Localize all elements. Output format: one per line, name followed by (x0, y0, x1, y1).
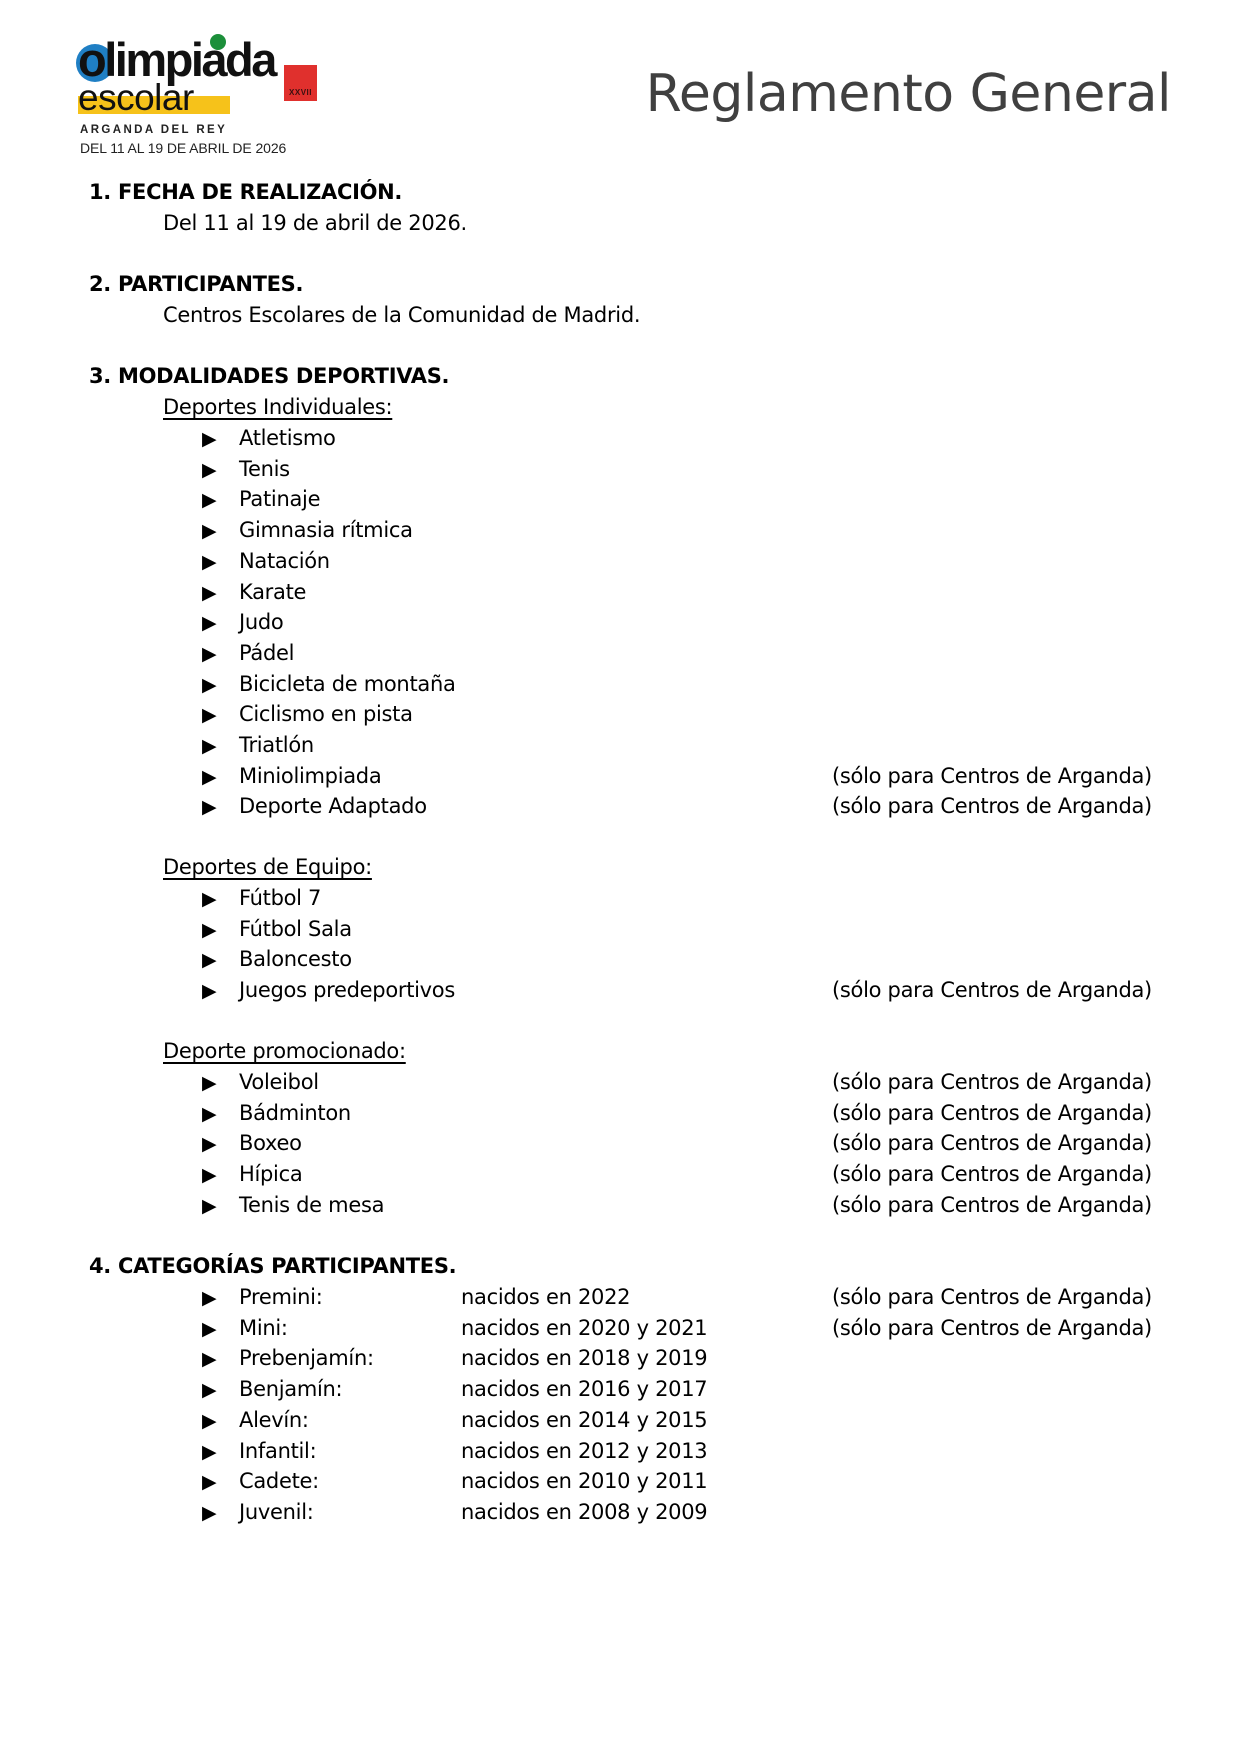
bullet-arrow-icon: ▶ (202, 949, 217, 971)
subheading-deportes-individuales: Deportes Individuales: (163, 395, 393, 419)
list-item-label: Juegos predeportivos (239, 978, 455, 1002)
list-item-note: (sólo para Centros de Arganda) (832, 764, 1152, 788)
list-item-label: Mini: (239, 1316, 288, 1340)
section-text-fecha: Del 11 al 19 de abril de 2026. (163, 211, 467, 235)
bullet-arrow-icon: ▶ (202, 643, 217, 665)
list-item-label: Atletismo (239, 426, 336, 450)
logo-dates: DEL 11 AL 19 DE ABRIL DE 2026 (80, 140, 287, 156)
list-item-label: Bicicleta de montaña (239, 672, 456, 696)
section-text-participantes: Centros Escolares de la Comunidad de Madrid. (163, 303, 641, 327)
bullet-arrow-icon: ▶ (202, 1287, 217, 1309)
list-item-label: Infantil: (239, 1439, 317, 1463)
list-item-note: (sólo para Centros de Arganda) (832, 1193, 1152, 1217)
list-item-label: Gimnasia rítmica (239, 518, 413, 542)
bullet-arrow-icon: ▶ (202, 582, 217, 604)
olimpiada-escolar-logo (76, 32, 326, 157)
bullet-arrow-icon: ▶ (202, 612, 217, 634)
bullet-arrow-icon: ▶ (202, 980, 217, 1002)
list-item-label: Tenis de mesa (239, 1193, 385, 1217)
list-item-label: Bádminton (239, 1101, 351, 1125)
list-item-note: (sólo para Centros de Arganda) (832, 1101, 1152, 1125)
bullet-arrow-icon: ▶ (202, 1471, 217, 1493)
section-heading-modalidades: 3. MODALIDADES DEPORTIVAS. (89, 364, 450, 388)
list-item-label: Patinaje (239, 487, 321, 511)
bullet-arrow-icon: ▶ (202, 888, 217, 910)
bullet-arrow-icon: ▶ (202, 1318, 217, 1340)
bullet-arrow-icon: ▶ (202, 1410, 217, 1432)
list-item-label: Voleibol (239, 1070, 319, 1094)
list-item-years: nacidos en 2016 y 2017 (461, 1377, 708, 1401)
list-item-label: Tenis (239, 457, 290, 481)
list-item-label: Ciclismo en pista (239, 702, 413, 726)
list-item-label: Pádel (239, 641, 295, 665)
bullet-arrow-icon: ▶ (202, 489, 217, 511)
list-item-years: nacidos en 2012 y 2013 (461, 1439, 708, 1463)
bullet-arrow-icon: ▶ (202, 1195, 217, 1217)
logo-city: ARGANDA DEL REY (80, 124, 228, 136)
list-item-years: nacidos en 2008 y 2009 (461, 1500, 708, 1524)
list-item-label: Baloncesto (239, 947, 352, 971)
list-item-label: Judo (239, 610, 284, 634)
list-item-label: Fútbol 7 (239, 886, 322, 910)
list-item-note: (sólo para Centros de Arganda) (832, 978, 1152, 1002)
page-title: Reglamento General (645, 64, 1171, 124)
list-item-label: Prebenjamín: (239, 1346, 374, 1370)
logo-edition: XXVII (289, 88, 312, 97)
list-item-label: Deporte Adaptado (239, 794, 427, 818)
list-item-years: nacidos en 2010 y 2011 (461, 1469, 708, 1493)
list-item-label: Juvenil: (239, 1500, 314, 1524)
section-heading-participantes: 2. PARTICIPANTES. (89, 272, 304, 296)
list-item-note: (sólo para Centros de Arganda) (832, 1131, 1152, 1155)
logo-word-olimpiada: olimpiada (78, 33, 275, 86)
bullet-arrow-icon: ▶ (202, 459, 217, 481)
bullet-arrow-icon: ▶ (202, 766, 217, 788)
bullet-arrow-icon: ▶ (202, 704, 217, 726)
list-item-label: Fútbol Sala (239, 917, 352, 941)
list-item-years: nacidos en 2018 y 2019 (461, 1346, 708, 1370)
bullet-arrow-icon: ▶ (202, 551, 217, 573)
list-item-label: Miniolimpiada (239, 764, 382, 788)
bullet-arrow-icon: ▶ (202, 1103, 217, 1125)
bullet-arrow-icon: ▶ (202, 1441, 217, 1463)
bullet-arrow-icon: ▶ (202, 796, 217, 818)
bullet-arrow-icon: ▶ (202, 1072, 217, 1094)
list-item-note: (sólo para Centros de Arganda) (832, 1070, 1152, 1094)
logo-word-escolar: escolar (78, 77, 194, 118)
list-item-label: Cadete: (239, 1469, 319, 1493)
list-item-label: Natación (239, 549, 330, 573)
list-item-label: Triatlón (239, 733, 314, 757)
bullet-arrow-icon: ▶ (202, 735, 217, 757)
list-item-years: nacidos en 2022 (461, 1285, 631, 1309)
list-item-label: Benjamín: (239, 1377, 343, 1401)
bullet-arrow-icon: ▶ (202, 1164, 217, 1186)
bullet-arrow-icon: ▶ (202, 1502, 217, 1524)
section-heading-categorias: 4. CATEGORÍAS PARTICIPANTES. (89, 1254, 457, 1278)
list-item-note: (sólo para Centros de Arganda) (832, 1316, 1152, 1340)
list-item-label: Alevín: (239, 1408, 309, 1432)
subheading-deportes-equipo: Deportes de Equipo: (163, 855, 372, 879)
bullet-arrow-icon: ▶ (202, 520, 217, 542)
list-item-label: Karate (239, 580, 307, 604)
bullet-arrow-icon: ▶ (202, 1133, 217, 1155)
bullet-arrow-icon: ▶ (202, 1379, 217, 1401)
list-item-years: nacidos en 2014 y 2015 (461, 1408, 708, 1432)
list-item-note: (sólo para Centros de Arganda) (832, 1162, 1152, 1186)
bullet-arrow-icon: ▶ (202, 1348, 217, 1370)
list-item-label: Hípica (239, 1162, 303, 1186)
subheading-deporte-promocionado: Deporte promocionado: (163, 1039, 406, 1063)
section-heading-fecha: 1. FECHA DE REALIZACIÓN. (89, 180, 403, 204)
list-item-note: (sólo para Centros de Arganda) (832, 794, 1152, 818)
list-item-years: nacidos en 2020 y 2021 (461, 1316, 708, 1340)
bullet-arrow-icon: ▶ (202, 919, 217, 941)
list-item-note: (sólo para Centros de Arganda) (832, 1285, 1152, 1309)
list-item-label: Boxeo (239, 1131, 302, 1155)
bullet-arrow-icon: ▶ (202, 674, 217, 696)
list-item-label: Premini: (239, 1285, 323, 1309)
bullet-arrow-icon: ▶ (202, 428, 217, 450)
